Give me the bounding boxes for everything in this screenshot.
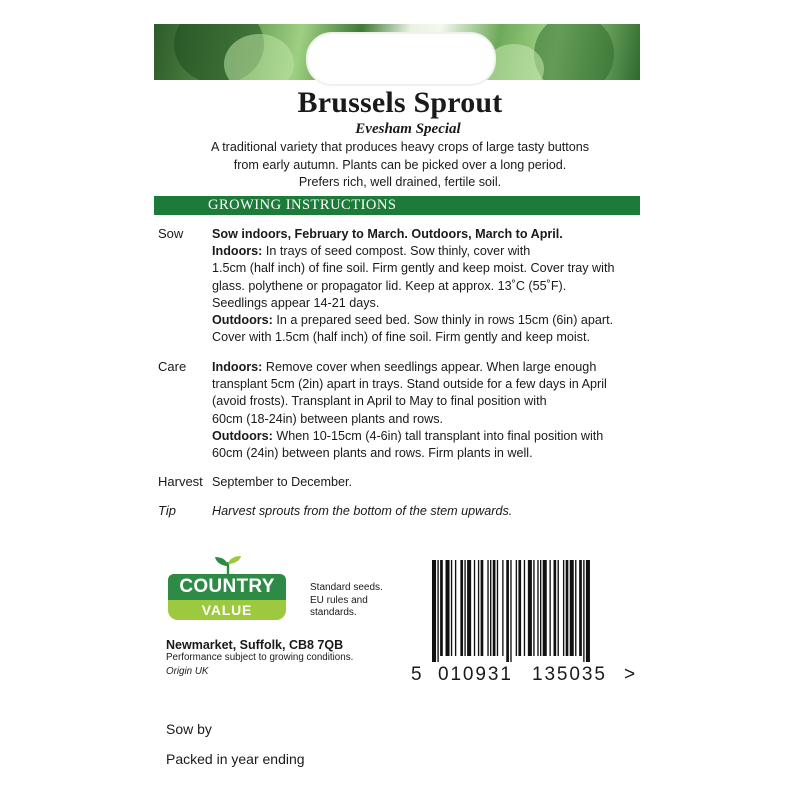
barcode-bar (540, 560, 541, 656)
barcode-bar (487, 560, 488, 656)
barcode-bar (579, 560, 582, 656)
barcode-right-digits: 135035 (532, 664, 607, 685)
barcode-bar (533, 560, 534, 656)
barcode-bar (493, 560, 496, 656)
barcode-first-digit: 5 (411, 664, 422, 685)
hang-hole (306, 32, 496, 86)
barcode-bar (524, 560, 525, 656)
barcode-bar (446, 560, 450, 656)
barcode-bar (451, 560, 452, 656)
care-label: Care (158, 359, 187, 374)
product-description: A traditional variety that produces heavy crops of large tasty buttons from early autumn. Plants can be picked over a long period. Prefers rich, well drained, fertile soil. (210, 140, 590, 189)
ean-barcode (430, 560, 630, 662)
barcode-bar (528, 560, 532, 656)
barcode-bar (460, 560, 463, 656)
barcode-bar (497, 560, 498, 656)
barcode-bar (586, 560, 590, 662)
barcode-quiet-zone-arrow: > (624, 664, 636, 685)
care-instructions: Indoors: Remove cover when seedlings appear. When large enough transplant 5cm (2in) apart in trays. Stand outside for a few days in April (avoid frosts). Transplant in April to May to final position with 60cm (18-24in) between plants and rows. Outdoors: When 10-15cm (4-6in) tall transplant into final position with 60cm (24in) between plants and rows. Firm plants in well. (212, 360, 607, 461)
barcode-left-digits: 010931 (438, 664, 513, 685)
barcode-bar (575, 560, 576, 656)
barcode-bar (570, 560, 574, 656)
product-title: Brussels Sprout (297, 86, 503, 119)
growing-instructions-band (154, 196, 640, 215)
barcode-bar (502, 560, 503, 656)
barcode-bar (510, 560, 511, 662)
barcode-bar (467, 560, 471, 656)
country-value-logo (166, 556, 296, 628)
barcode-bar (554, 560, 557, 656)
performance-note: Performance subject to growing conditions. (166, 652, 354, 663)
barcode-bar (440, 560, 443, 656)
barcode-bar (563, 560, 564, 656)
origin-note: Origin UK (166, 666, 209, 677)
barcode-bar (474, 560, 475, 656)
barcode-bar (543, 560, 547, 656)
barcode-bar (478, 560, 479, 656)
logo-country-text: COUNTRY (168, 574, 286, 600)
barcode-bar (437, 560, 438, 662)
harvest-label: Harvest (158, 474, 203, 489)
barcode-bar (506, 560, 509, 662)
barcode-bar (566, 560, 569, 656)
barcode-bar (481, 560, 484, 656)
barcode-bar (537, 560, 538, 656)
barcode-bar (432, 560, 436, 662)
logo-value-text: VALUE (168, 600, 286, 620)
sow-heading: Sow indoors, February to March. Outdoors, March to April. (212, 227, 563, 241)
harvest-text: September to December. (212, 475, 353, 489)
packed-year-label: Packed in year ending (166, 751, 305, 767)
sow-instructions: Sow indoors, February to March. Outdoors, March to April. Indoors: In trays of seed compost. Sow thinly, cover with 1.5cm (half inch) of fine soil. Firm gently and keep moist. Cover tray with glass. polythene or propagator lid. Keep at approx. 13˚C (55˚F). Seedlings appear 14-21 days. Outdoors: In a prepared seed bed. Sow thinly in rows 15cm (6in) apart. Cover with 1.5cm (half inch) of fine soil. Firm gently and keep moist. (212, 226, 642, 346)
barcode-bar (464, 560, 465, 656)
tip-label: Tip (158, 503, 176, 518)
barcode-bar (490, 560, 491, 656)
standard-seeds-note: Standard seeds. EU rules and standards. (310, 582, 383, 618)
barcode-bar (583, 560, 584, 662)
barcode-bar (549, 560, 550, 656)
tip-text: Harvest sprouts from the bottom of the stem upwards. (212, 504, 513, 518)
sow-by-label: Sow by (166, 721, 212, 737)
barcode-bar (558, 560, 559, 656)
sow-label: Sow (158, 226, 184, 241)
company-address: Newmarket, Suffolk, CB8 7QB (166, 638, 344, 652)
variety-name: Evesham Special (355, 121, 461, 137)
barcode-bar (455, 560, 456, 656)
barcode-bar (516, 560, 517, 656)
growing-instructions-heading: GROWING INSTRUCTIONS (208, 197, 397, 213)
barcode-bar (518, 560, 521, 656)
